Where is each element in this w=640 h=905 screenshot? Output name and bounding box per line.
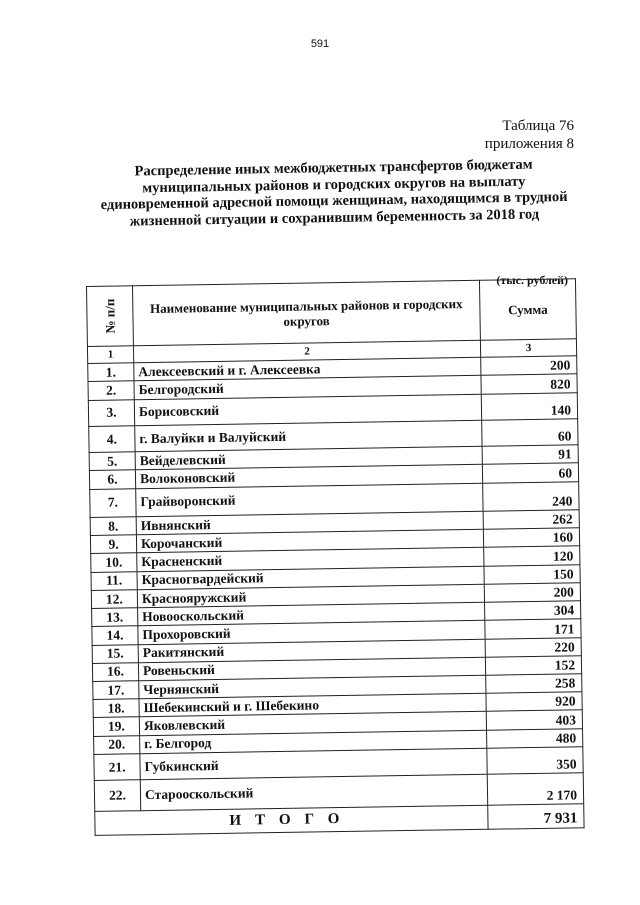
row-number: 6.	[89, 470, 135, 489]
column-number: 2	[133, 340, 480, 363]
district-name: г. Белгород	[140, 730, 487, 754]
amount: 200	[484, 583, 580, 603]
document-title: Распределение иных межбюджетных трансфертов бюджетам муниципальных районов и городских округов на выплату единовременной адресной помощи женщинам, находящимся в трудной жизненной ситуации и сохранившим беременность за 2018 год	[100, 156, 568, 230]
units-label: (тыс. рублей)	[496, 273, 568, 287]
row-number: 9.	[90, 535, 136, 554]
district-name: Ровеньский	[138, 657, 485, 681]
row-number: 11.	[91, 571, 137, 590]
amount: 200	[481, 356, 577, 376]
row-number: 7.	[90, 488, 136, 517]
amount: 480	[487, 728, 583, 748]
row-number: 20.	[94, 735, 140, 754]
amount: 160	[483, 528, 579, 548]
row-number: 16.	[92, 663, 138, 682]
page-number: 591	[310, 38, 330, 50]
district-name: Корочанский	[136, 530, 483, 554]
header-name: Наименование муниципальных районов и городских округов	[133, 280, 481, 345]
amount: 60	[482, 463, 578, 483]
table-reference	[485, 117, 574, 153]
amount: 120	[484, 546, 580, 566]
district-name: Шебекинский и г. Шебекино	[139, 694, 486, 718]
row-number: 12.	[91, 590, 137, 609]
district-name: Красненский	[137, 548, 484, 572]
total-amount: 7 931	[488, 803, 584, 829]
district-name: Прохоровский	[138, 621, 485, 645]
district-name: Новооскольский	[138, 602, 485, 626]
row-number: 5.	[89, 452, 135, 471]
header-num-text: № п/п	[102, 298, 118, 334]
district-name: Чернянский	[139, 675, 486, 699]
district-name: Алексеевский и г. Алексеевка	[134, 358, 481, 382]
district-name: Губкинский	[140, 748, 487, 780]
district-name: Грайворонский	[136, 483, 483, 517]
district-name: Белгородский	[134, 376, 481, 400]
row-number: 2.	[88, 381, 134, 400]
row-number: 13.	[92, 608, 138, 627]
district-name: Вейделевский	[135, 447, 482, 471]
row-number: 4.	[89, 426, 135, 453]
amount: 2 170	[487, 773, 583, 805]
district-name: Борисовский	[134, 394, 481, 426]
amount: 258	[486, 674, 582, 694]
district-name: Ракитянский	[138, 639, 485, 663]
row-number: 18.	[93, 699, 139, 718]
amount: 140	[481, 392, 577, 420]
allocation-table	[86, 278, 585, 836]
amount: 820	[481, 374, 577, 394]
row-number: 14.	[92, 626, 138, 645]
district-name: Яковлевский	[139, 712, 486, 736]
row-number: 3.	[88, 399, 134, 426]
amount: 262	[483, 510, 579, 530]
row-number: 8.	[90, 517, 136, 536]
amount: 150	[484, 564, 580, 584]
header-sum: Сумма	[479, 279, 576, 341]
district-name: Старооскольский	[140, 774, 487, 810]
total-label: ИТОГО	[95, 805, 488, 836]
amount: 220	[485, 637, 581, 657]
row-number: 10.	[91, 553, 137, 572]
amount: 350	[487, 747, 583, 775]
row-number: 1.	[88, 363, 134, 382]
row-number: 21.	[94, 754, 140, 781]
table-ref-line1: Таблица 76	[502, 118, 574, 134]
district-name: Волоконовский	[135, 465, 482, 489]
column-number: 1	[87, 346, 133, 364]
amount: 91	[482, 445, 578, 465]
row-number: 17.	[93, 681, 139, 700]
row-number: 15.	[92, 644, 138, 663]
row-number: 19.	[93, 717, 139, 736]
header-num	[87, 286, 134, 347]
amount: 403	[486, 710, 582, 730]
amount: 240	[483, 481, 579, 511]
amount: 920	[486, 692, 582, 712]
table-ref-line2: приложения 8	[484, 136, 574, 152]
amount: 152	[485, 656, 581, 676]
column-number: 3	[480, 339, 576, 358]
district-name: Ивнянский	[136, 511, 483, 535]
amount: 304	[485, 601, 581, 621]
row-number: 22.	[94, 780, 140, 811]
amount: 60	[482, 419, 578, 447]
district-name: Краснояружский	[137, 584, 484, 608]
district-name: Красногвардейский	[137, 566, 484, 590]
district-name: г. Валуйки и Валуйский	[135, 420, 482, 452]
amount: 171	[485, 619, 581, 639]
